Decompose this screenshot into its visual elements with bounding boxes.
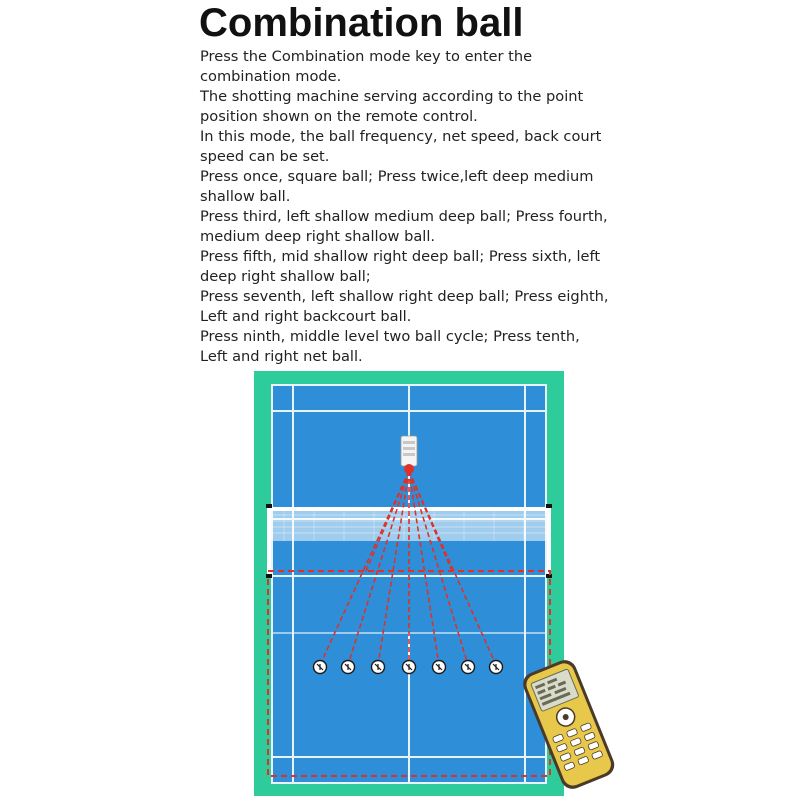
- page-title: Combination ball: [199, 1, 524, 45]
- paragraph-line: deep right shallow ball;: [200, 268, 371, 285]
- net-post-right: [547, 504, 551, 578]
- paragraph-line: medium deep right shallow ball.: [200, 228, 436, 245]
- paragraph-line: Press once, square ball; Press twice,left deep medium: [200, 168, 594, 185]
- paragraph-line: combination mode.: [200, 68, 342, 85]
- paragraph-line: position shown on the remote control.: [200, 108, 478, 125]
- paragraph-line: Left and right net ball.: [200, 348, 363, 365]
- paragraph-line: shallow ball.: [200, 188, 291, 205]
- paragraph-line: Press third, left shallow medium deep ball; Press fourth,: [200, 208, 608, 225]
- paragraph-line: In this mode, the ball frequency, net speed, back court: [200, 128, 602, 145]
- paragraph-line: speed can be set.: [200, 148, 330, 165]
- paragraph-line: Left and right backcourt ball.: [200, 308, 412, 325]
- paragraph-line: Press ninth, middle level two ball cycle; Press tenth,: [200, 328, 580, 345]
- remote-control-icon: [512, 655, 622, 790]
- paragraph-line: Press the Combination mode key to enter the: [200, 48, 533, 65]
- net-post-left: [267, 504, 271, 578]
- instruction-paragraph: [200, 47, 630, 367]
- paragraph-line: The shotting machine serving according to the point: [200, 88, 584, 105]
- paragraph-line: Press seventh, left shallow right deep ball; Press eighth,: [200, 288, 609, 305]
- paragraph-line: Press fifth, mid shallow right deep ball; Press sixth, left: [200, 248, 601, 265]
